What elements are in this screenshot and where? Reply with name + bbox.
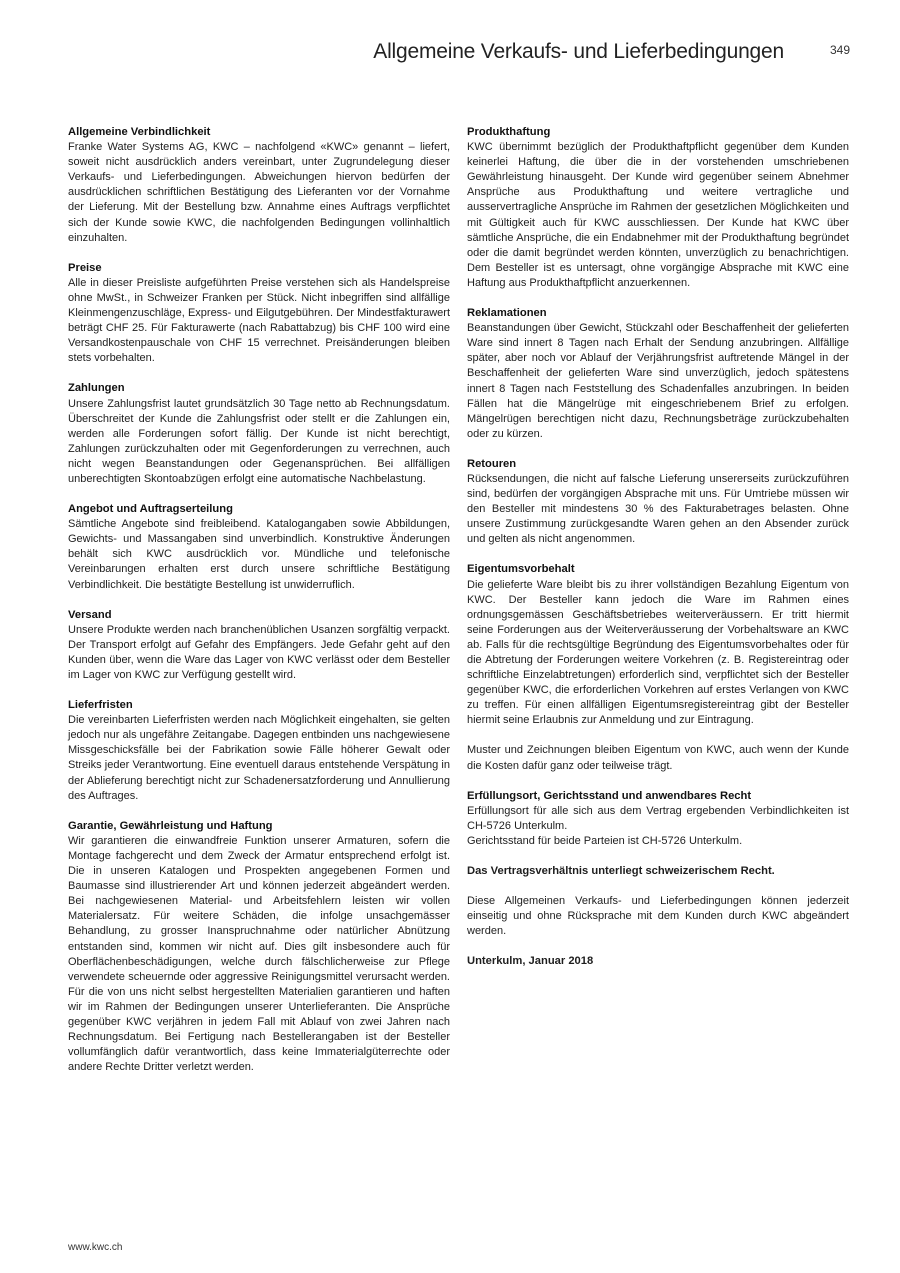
section-text: Unsere Zahlungsfrist lautet grundsätzlich 30 Tage netto ab Rechnungsdatum. Überschreitet der Kunde die Zahlungsfrist oder stellt er die Zahlungen ein, werden alle Forderungen sofort fällig. Der Kunde ist nicht berechtigt, Zahlungen zurückzuhalten oder mit Gegenforderungen zu verrechnen, auch nicht wegen Beanstandungen oder Gegenansprüchen. Bei allfälligen unberechtigten Skontoabzügen erfolgt eine automatische Nachbelastung.	[68, 397, 450, 485]
section-text: Die vereinbarten Lieferfristen werden nach Möglichkeit eingehalten, sie gelten jedoch nur als ungefähre Zeitangabe. Dagegen entbinden uns nachgewiesene Missgeschicksfälle bei der Fabrikation sowie Fälle höherer Gewalt oder Streiks jeder Verantwortung. Eine eventuell daraus entstehende Verspätung in der Ablieferung berechtigt nicht zur Schadenersatzforderung und Annullierung des Auftrages.	[68, 714, 450, 802]
section-text: Beanstandungen über Gewicht, Stückzahl oder Beschaffenheit der gelieferten Ware sind innert 8 Tagen nach Erhalt der Sendung anzubringen. Allfällige später, aber noch vor Ablauf der Verjährungsfrist auftretende Mängel in der Beschaffenheit der gelieferten Ware sind unverzüglich, jedoch spätestens innert 8 Tagen nach Feststellung des Schadenfalles anzubringen. In beiden Fällen hat die Mängelrüge mit eingeschriebenem Brief zu erfolgen. Mängelrügen berechtigen nicht dazu, Rechnungsbeträge zurückzubehalten oder zu kürzen.	[467, 322, 849, 440]
section-heading: Produkthaftung	[467, 126, 551, 138]
section-heading: Retouren	[467, 457, 517, 470]
place-date-block	[467, 954, 849, 969]
left-column	[68, 125, 450, 1090]
section-heading: Lieferfristen	[68, 699, 133, 712]
section-heading: Erfüllungsort, Gerichtsstand und anwendbares Recht	[467, 789, 752, 802]
section-heading: Reklamationen	[467, 307, 547, 320]
section-text: Unsere Produkte werden nach branchenüblichen Usanzen sorgfältig verpackt. Der Transport erfolgt auf Gefahr des Empfängers. Jede Gefahr geht auf den Kunden über, wenn die Ware das Lager von KWC verlässt oder dem Besteller im Lager von KWC zur Verfügung gestellt wird.	[68, 623, 450, 681]
section-garantie	[68, 819, 450, 1076]
section-heading: Zahlungen	[68, 382, 125, 395]
section-text: Wir garantieren die einwandfreie Funktion unserer Armaturen, sofern die Montage fachgerecht und dem Zweck der Armatur entsprechend erfolgt ist. Die in unseren Katalogen und Prospekten angegebenen Formen und Baumasse sind illustrierender Art und können jederzeit abgeändert werden. Bei nachgewiesenen Material- und Arbeitsfehlern leisten wir vollen Materialersatz. Für weitere Schäden, die infolge unsachgemässer Behandlung, zu grosser Inanspruchnahme oder natürlicher Abnützung entstanden sind, kommen wir nicht auf. Dies gilt insbesondere auch für Oberflächenbeschädigungen, welche durch fälschlicherweise zur Pflege verwendete scheuernde oder aggressive Reinigungsmittel verursacht werden. Für die von uns nicht selbst hergestellten Materialien garantieren und haften wir im Rahmen der Bedingungen unserer Unterlieferanten. Die Ansprüche gegenüber KWC verjähren in jedem Fall mit Ablauf von zwei Jahren nach Rechnungsdatum. Bei Fertigung nach Bestellerangaben ist der Besteller vollumfänglich dafür verantwortlich, dass keine Immaterialgüterrechte oder andere Rechte Dritter verletzt werden.	[68, 834, 450, 1074]
section-text: Die gelieferte Ware bleibt bis zu ihrer vollständigen Bezahlung Eigentum von KWC. Der Besteller kann jedoch die Ware im Rahmen eines ordnungsgemässen Geschäftsbetriebes weiterveräussern. Er tritt hiermit seine Forderungen aus der Weiterveräusserung der Vorbehaltsware an KWC ab. Falls für die rechtsgültige Begründung des Eigentumsvorbehaltes oder für die Abtretung der Forderungen weitere Vorkehren (z. B. Registereintrag oder schriftliche Einzelabtretungen) erforderlich sind, verpflichtet sich der Besteller gegenüber KWC, die erforderlichen Vorkehren auf erstes Verlangen von KWC zu treffen. Für einen allfälligen Eigentumsregistereintrag gibt der Besteller hiermit seine Erlaubnis zur Anmeldung und zur Eintragung.	[467, 578, 849, 727]
section-preise	[68, 261, 450, 367]
section-heading: Preise	[68, 261, 102, 274]
page-title: Allgemeine Verkaufs- und Lieferbedingungen	[373, 40, 784, 63]
section-versand	[68, 608, 450, 683]
section-text: Rücksendungen, die nicht auf falsche Lieferung unsererseits zurückzuführen sind, bedürfen der vorgängigen Absprache mit uns. Für Umtriebe müssen wir den Besteller mit mindestens 30 % des Fakturabetrages belasten. Ohne unsere Zustimmung zurückgesandte Waren gehen an den Absender zurück und gelten als nicht angenommen.	[467, 472, 849, 546]
section-text: Franke Water Systems AG, KWC – nachfolgend «KWC» genannt – liefert, soweit nicht ausdrücklich anders vereinbart, unter Zugrundelegung dieser Verkaufs- und Lieferbedingungen. Abweichungen hiervon bedürfen der ausdrücklichen schriftlichen Bestätigung des Lieferanten vor der Vornahme der Lieferung. Mit der Bestellung bzw. Annahme eines Auftrags verpflichtet sich der Kunde sowie KWC, die nachfolgenden Bedingungen vollinhaltlich einzuhalten.	[68, 141, 450, 244]
section-retouren	[467, 457, 849, 548]
section-allgemeine-verbindlichkeit	[68, 125, 450, 246]
section-heading: Eigentumsvorbehalt	[467, 563, 575, 576]
place-date: Unterkulm, Januar 2018	[467, 955, 594, 968]
section-angebot	[68, 502, 450, 593]
section-erfuellungsort	[467, 789, 849, 849]
amendment-note-block	[467, 894, 849, 939]
section-text: Alle in dieser Preisliste aufgeführten Preise verstehen sich als Handelspreise ohne MwSt., in Schweizer Franken per Stück. Nicht inbegriffen sind allfällige Kleinmengenzuschläge, Express- und Eilgutgebühren. Der Mindestfakturawert beträgt CHF 25. Für Fakturawerte (nach Rabattabzug) bis CHF 100 wird eine Versandkostenpauschale von CHF 15 verrechnet. Preisänderungen bleiben stets vorbehalten.	[68, 276, 450, 365]
section-heading: Angebot und Auftragserteilung	[68, 503, 233, 516]
section-text: KWC übernimmt bezüglich der Produkthaftpflicht gegenüber dem Kunden keinerlei Haftung, die über die in der vorstehenden umschriebenen Gewährleistung hinausgeht. Der Kunde wird gegenüber seinem Abnehmer Ansprüche aus Produkthaftung und weitere vertragliche und ausservertragliche Ansprüche im Rahmen der gesetzlichen Möglichkeiten und mit Gültigkeit auch für KWC ausschliessen. Der Kunde hat KWC über sämtliche Ansprüche, die ein Endabnehmer mit der Produkthaftung begründet oder die damit begründet werden könnten, unverzüglich zu benachrichtigen. Dem Besteller ist es untersagt, ohne vorgängige Absprache mit KWC eine Haftung aus Produkthaftpflicht anzuerkennen.	[467, 141, 849, 289]
section-text-gerichtsstand: Gerichtsstand für beide Parteien ist CH-5726 Unterkulm.	[467, 834, 743, 847]
section-text: Sämtliche Angebote sind freibleibend. Katalogangaben sowie Abbildungen, Gewichts- und Massangaben sind unverbindlich. Konstruktive Änderungen behält sich KWC ausdrücklich vor. Mündliche und telefonische Vereinbarungen erhalten erst durch unsere schriftliche Bestätigung Verbindlichkeit. Die bestätigte Bestellung ist unwiderruflich.	[68, 518, 450, 591]
section-heading: Versand	[68, 608, 112, 621]
section-heading: Allgemeine Verbindlichkeit	[68, 126, 211, 138]
footer-url: www.kwc.ch	[68, 1242, 123, 1253]
section-reklamationen	[467, 306, 849, 442]
right-column	[467, 125, 849, 985]
section-text-muster: Muster und Zeichnungen bleiben Eigentum von KWC, auch wenn der Kunde die Kosten dafür ganz oder teilweise trägt.	[467, 744, 849, 772]
section-eigentumsvorbehalt	[467, 562, 849, 773]
section-text-erfuellungsort: Erfüllungsort für alle sich aus dem Vertrag ergebenden Verbindlichkeiten ist CH-5726 Unterkulm.	[467, 804, 849, 832]
section-heading: Garantie, Gewährleistung und Haftung	[68, 819, 273, 832]
law-statement-block	[467, 864, 849, 879]
section-zahlungen	[68, 381, 450, 487]
section-produkthaftung	[467, 125, 849, 291]
amendment-note: Diese Allgemeinen Verkaufs- und Lieferbedingungen können jederzeit einseitig und ohne Rücksprache mit dem Kunden durch KWC abgeändert werden.	[467, 895, 849, 938]
section-lieferfristen	[68, 698, 450, 804]
page-number: 349	[829, 43, 850, 57]
law-statement: Das Vertragsverhältnis unterliegt schweizerischem Recht.	[467, 865, 775, 878]
